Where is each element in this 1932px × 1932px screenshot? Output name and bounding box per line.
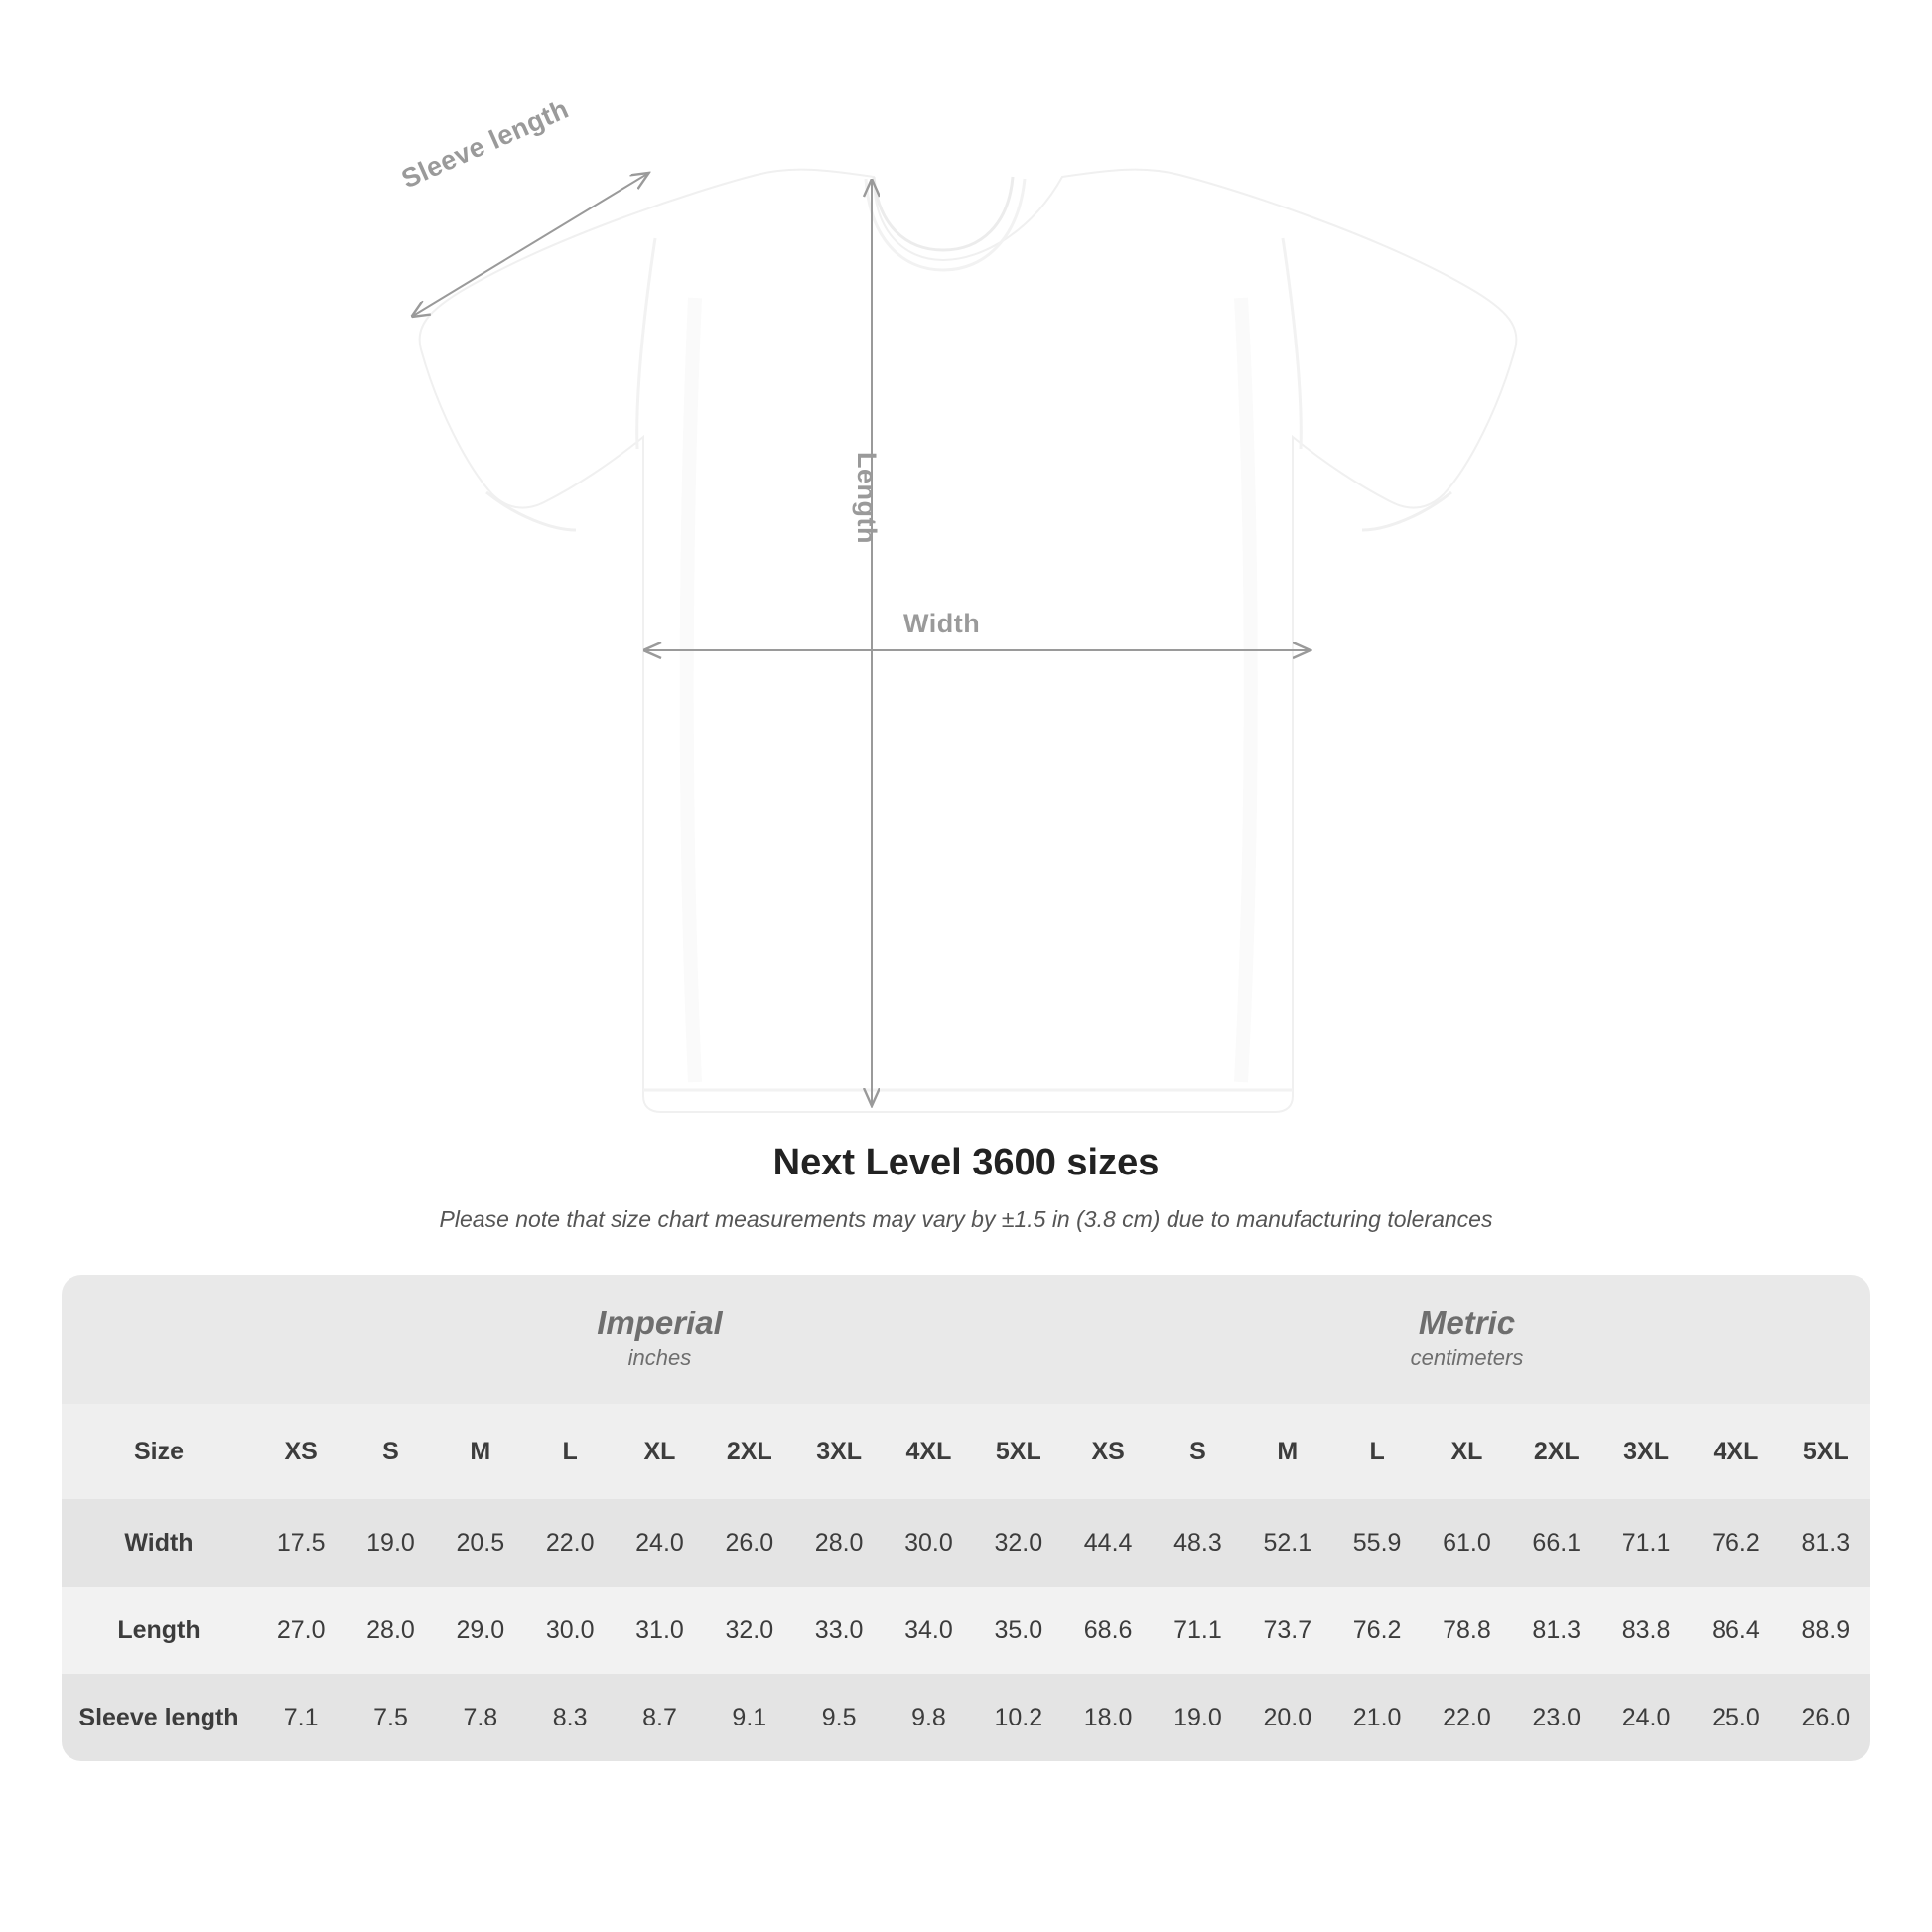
cell-length-metric-s: 71.1 — [1153, 1587, 1242, 1674]
cell-length-metric-4xl: 86.4 — [1691, 1587, 1780, 1674]
cell-sleeve-imperial-xl: 8.7 — [615, 1674, 704, 1761]
cell-width-imperial-2xl: 26.0 — [705, 1499, 794, 1587]
cell-length-imperial-m: 29.0 — [436, 1587, 525, 1674]
size-col-metric-5xl: 5XL — [1781, 1404, 1870, 1499]
size-col-metric-4xl: 4XL — [1691, 1404, 1780, 1499]
system-header-imperial — [256, 1275, 1063, 1404]
cell-width-imperial-3xl: 28.0 — [794, 1499, 884, 1587]
cell-sleeve-metric-2xl: 23.0 — [1512, 1674, 1601, 1761]
tshirt-shape — [420, 170, 1517, 1112]
cell-width-imperial-xl: 24.0 — [615, 1499, 704, 1587]
cell-length-metric-m: 73.7 — [1243, 1587, 1332, 1674]
cell-sleeve-metric-m: 20.0 — [1243, 1674, 1332, 1761]
cell-sleeve-imperial-4xl: 9.8 — [884, 1674, 973, 1761]
cell-sleeve-imperial-l: 8.3 — [525, 1674, 615, 1761]
metric-unit: centimeters — [1410, 1345, 1524, 1371]
cell-sleeve-imperial-xs: 7.1 — [256, 1674, 345, 1761]
size-col-imperial-s: S — [345, 1404, 435, 1499]
cell-length-metric-xl: 78.8 — [1422, 1587, 1511, 1674]
cell-sleeve-metric-xl: 22.0 — [1422, 1674, 1511, 1761]
cell-length-metric-l: 76.2 — [1332, 1587, 1422, 1674]
size-col-imperial-l: L — [525, 1404, 615, 1499]
imperial-label: Imperial — [597, 1304, 723, 1341]
cell-length-metric-3xl: 83.8 — [1601, 1587, 1691, 1674]
cell-width-imperial-xs: 17.5 — [256, 1499, 345, 1587]
size-col-imperial-4xl: 4XL — [884, 1404, 973, 1499]
cell-length-imperial-2xl: 32.0 — [705, 1587, 794, 1674]
size-col-metric-s: S — [1153, 1404, 1242, 1499]
metric-label: Metric — [1418, 1304, 1516, 1341]
imperial-unit: inches — [627, 1345, 692, 1371]
cell-length-imperial-xl: 31.0 — [615, 1587, 704, 1674]
size-col-imperial-xl: XL — [615, 1404, 704, 1499]
cell-width-metric-l: 55.9 — [1332, 1499, 1422, 1587]
cell-sleeve-imperial-s: 7.5 — [345, 1674, 435, 1761]
title-block — [0, 1142, 1932, 1233]
cell-width-imperial-5xl: 32.0 — [974, 1499, 1063, 1587]
row-label-sleeve-length: Sleeve length — [62, 1674, 256, 1761]
cell-length-imperial-xs: 27.0 — [256, 1587, 345, 1674]
length-dimension-label: Length — [852, 452, 882, 544]
sleeve-length-dimension-label: Sleeve length — [397, 93, 574, 195]
size-col-imperial-xs: XS — [256, 1404, 345, 1499]
cell-width-imperial-m: 20.5 — [436, 1499, 525, 1587]
cell-length-imperial-5xl: 35.0 — [974, 1587, 1063, 1674]
cell-length-metric-5xl: 88.9 — [1781, 1587, 1870, 1674]
size-col-metric-xl: XL — [1422, 1404, 1511, 1499]
cell-width-imperial-s: 19.0 — [345, 1499, 435, 1587]
cell-length-metric-2xl: 81.3 — [1512, 1587, 1601, 1674]
row-label-length: Length — [62, 1587, 256, 1674]
cell-width-metric-3xl: 71.1 — [1601, 1499, 1691, 1587]
cell-width-imperial-4xl: 30.0 — [884, 1499, 973, 1587]
table-row-length — [62, 1587, 1870, 1674]
system-header-empty — [62, 1275, 256, 1404]
size-col-metric-2xl: 2XL — [1512, 1404, 1601, 1499]
size-col-metric-l: L — [1332, 1404, 1422, 1499]
cell-length-imperial-l: 30.0 — [525, 1587, 615, 1674]
page-title: Next Level 3600 sizes — [772, 1142, 1160, 1183]
cell-sleeve-imperial-m: 7.8 — [436, 1674, 525, 1761]
table-row-sleeve-length — [62, 1674, 1870, 1761]
size-table — [62, 1275, 1870, 1761]
size-col-imperial-5xl: 5XL — [974, 1404, 1063, 1499]
cell-sleeve-metric-xs: 18.0 — [1063, 1674, 1153, 1761]
cell-sleeve-metric-l: 21.0 — [1332, 1674, 1422, 1761]
size-col-imperial-2xl: 2XL — [705, 1404, 794, 1499]
row-label-width: Width — [62, 1499, 256, 1587]
size-table-wrapper — [62, 1275, 1870, 1761]
cell-length-imperial-3xl: 33.0 — [794, 1587, 884, 1674]
cell-width-metric-m: 52.1 — [1243, 1499, 1332, 1587]
cell-length-imperial-s: 28.0 — [345, 1587, 435, 1674]
tolerance-note: Please note that size chart measurements may vary by ±1.5 in (3.8 cm) due to manufacturing tolerances — [439, 1206, 1493, 1232]
cell-sleeve-metric-3xl: 24.0 — [1601, 1674, 1691, 1761]
size-col-imperial-3xl: 3XL — [794, 1404, 884, 1499]
size-header-label: Size — [62, 1404, 256, 1499]
cell-width-metric-xs: 44.4 — [1063, 1499, 1153, 1587]
cell-length-imperial-4xl: 34.0 — [884, 1587, 973, 1674]
cell-sleeve-metric-5xl: 26.0 — [1781, 1674, 1870, 1761]
cell-sleeve-imperial-5xl: 10.2 — [974, 1674, 1063, 1761]
width-dimension-label: Width — [903, 609, 981, 638]
cell-sleeve-imperial-3xl: 9.5 — [794, 1674, 884, 1761]
system-header-row — [62, 1275, 1870, 1404]
cell-length-metric-xs: 68.6 — [1063, 1587, 1153, 1674]
cell-width-metric-s: 48.3 — [1153, 1499, 1242, 1587]
size-header-row — [62, 1404, 1870, 1499]
size-col-imperial-m: M — [436, 1404, 525, 1499]
cell-sleeve-imperial-2xl: 9.1 — [705, 1674, 794, 1761]
cell-sleeve-metric-s: 19.0 — [1153, 1674, 1242, 1761]
size-col-metric-3xl: 3XL — [1601, 1404, 1691, 1499]
cell-width-metric-xl: 61.0 — [1422, 1499, 1511, 1587]
table-row-width — [62, 1499, 1870, 1587]
system-header-metric — [1063, 1275, 1870, 1404]
cell-width-metric-4xl: 76.2 — [1691, 1499, 1780, 1587]
size-col-metric-xs: XS — [1063, 1404, 1153, 1499]
cell-width-metric-2xl: 66.1 — [1512, 1499, 1601, 1587]
cell-width-metric-5xl: 81.3 — [1781, 1499, 1870, 1587]
size-col-metric-m: M — [1243, 1404, 1332, 1499]
cell-width-imperial-l: 22.0 — [525, 1499, 615, 1587]
cell-sleeve-metric-4xl: 25.0 — [1691, 1674, 1780, 1761]
